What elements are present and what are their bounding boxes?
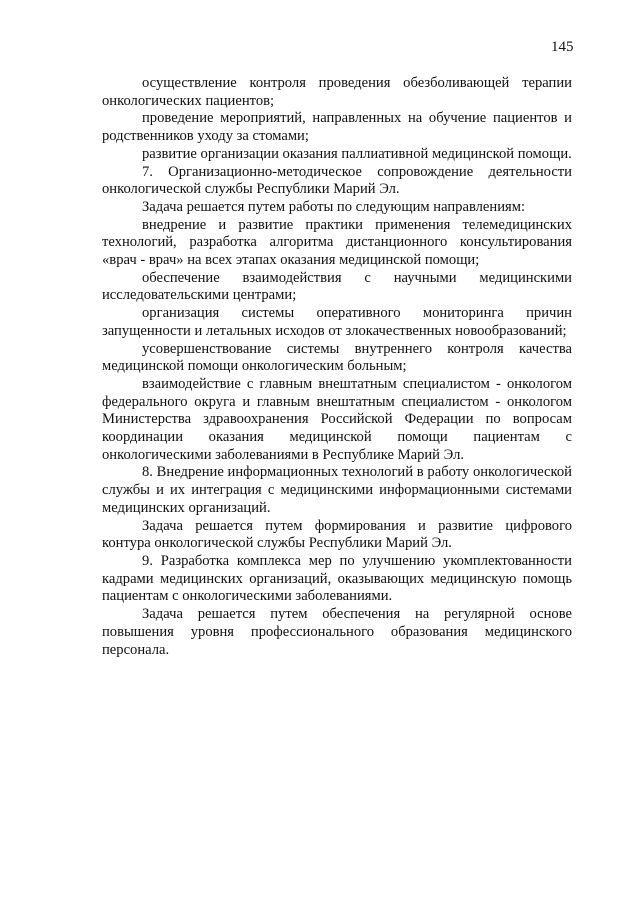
paragraph: Задача решается путем формирования и развитие цифрового контура онкологической службы Республики Марий Эл. [102,517,572,552]
paragraph: 8. Внедрение информационных технологий в работу онкологической службы и их интеграция с медицинскими информационными системами медицинских организаций. [102,464,572,516]
document-body [102,75,572,659]
paragraph: организация системы оперативного мониторинга причин запущенности и летальных исходов от злокачественных новообразований; [102,305,572,339]
paragraph: обеспечение взаимодействия с научными медицинскими исследовательскими центрами; [102,269,572,304]
paragraph: развитие организации оказания паллиативной медицинской помощи. [142,145,572,162]
paragraph: Задача решается путем работы по следующим направлениям: [142,198,526,215]
paragraph: 9. Разработка комплекса мер по улучшению укомплектованности кадрами медицинских организаций, оказывающих медицинскую помощь пациентам с онкологическими заболеваниями. [102,552,572,605]
paragraph: внедрение и развитие практики применения телемедицинских технологий, разработка алгоритма дистанционного консультирования «врач - врач» на всех этапах оказания медицинской помощи; [102,216,572,269]
page-number: 145 [551,39,574,55]
paragraph: проведение мероприятий, направленных на обучение пациентов и родственников уходу за стомами; [102,110,572,145]
paragraph: усовершенствование системы внутреннего контроля качества медицинской помощи онкологическим больным; [102,340,572,375]
paragraph: взаимодействие с главным внештатным специалистом - онкологом федерального округа и главным внештатным специалистом - онкологом Министерства здравоохранения Российской Федерации по вопросам координации оказания медицинской помощи пациентам с онкологическими заболеваниями в Республике Марий Эл. [102,375,572,463]
paragraph: Задача решается путем обеспечения на регулярной основе повышения уровня профессионального образования медицинского персонала. [102,606,572,658]
paragraph: 7. Организационно-методическое сопровождение деятельности онкологической службы Республики Марий Эл. [102,163,572,198]
paragraph: осуществление контроля проведения обезболивающей терапии онкологических пациентов; [102,75,572,109]
